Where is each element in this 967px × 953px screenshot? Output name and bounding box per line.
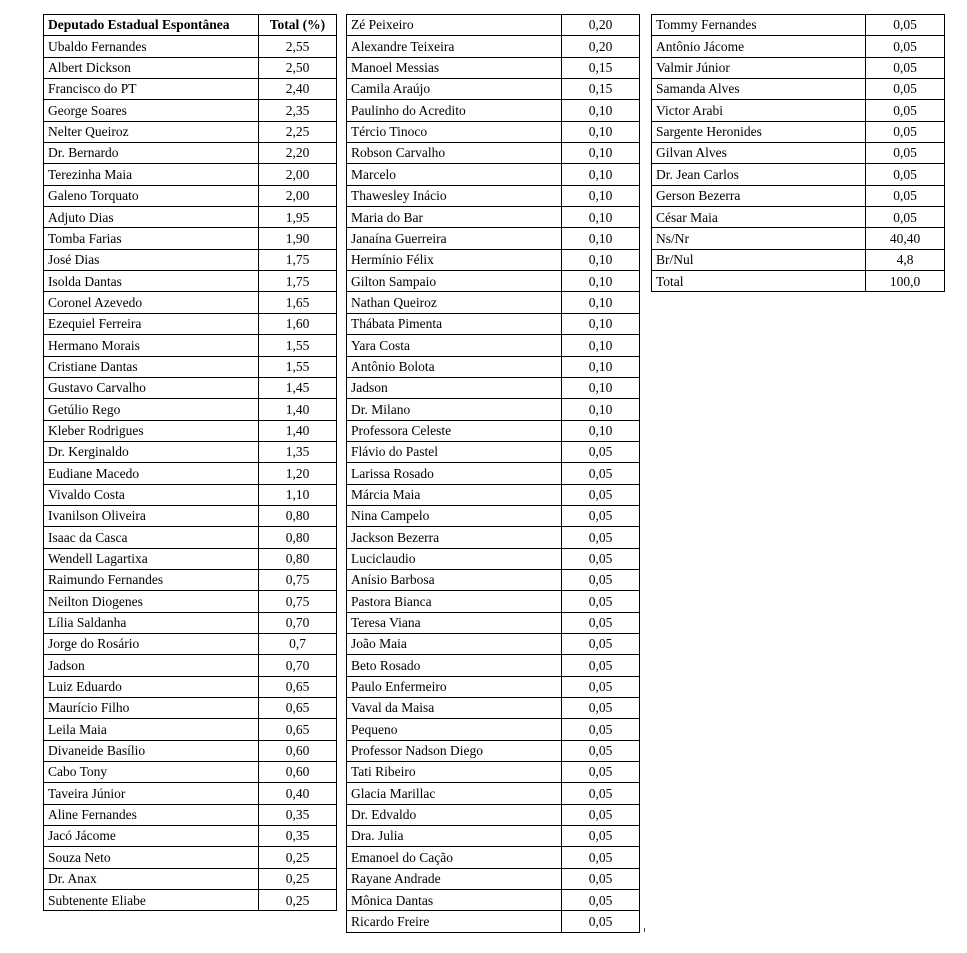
candidate-name: Nina Campelo xyxy=(347,505,562,526)
candidate-name: Camila Araújo xyxy=(347,79,562,100)
candidate-total: 40,40 xyxy=(866,228,945,249)
candidate-total: 0,05 xyxy=(562,441,640,462)
candidate-name: George Soares xyxy=(44,100,259,121)
candidate-total: 1,65 xyxy=(259,292,337,313)
candidate-total: 0,05 xyxy=(866,15,945,36)
table-row xyxy=(347,463,640,484)
candidate-name: Getúlio Rego xyxy=(44,399,259,420)
table-row xyxy=(44,100,337,121)
table-row xyxy=(347,164,640,185)
table-row xyxy=(347,271,640,292)
table-row xyxy=(44,79,337,100)
candidate-total: 0,05 xyxy=(562,591,640,612)
table-row xyxy=(44,484,337,505)
candidate-total: 0,05 xyxy=(562,548,640,569)
table-row xyxy=(347,484,640,505)
candidate-name: Dr. Kerginaldo xyxy=(44,441,259,462)
candidate-total: 0,10 xyxy=(562,100,640,121)
table-row xyxy=(44,890,337,911)
candidate-total: 0,05 xyxy=(562,847,640,868)
candidate-total: 0,65 xyxy=(259,719,337,740)
table-row xyxy=(652,79,945,100)
candidate-total: 2,25 xyxy=(259,121,337,142)
results-table-2 xyxy=(346,14,640,933)
candidate-name: Emanoel do Cação xyxy=(347,847,562,868)
table-row xyxy=(652,15,945,36)
table-row xyxy=(347,911,640,932)
table-row xyxy=(347,505,640,526)
table-row xyxy=(347,79,640,100)
candidate-total: 0,10 xyxy=(562,164,640,185)
table-row xyxy=(44,505,337,526)
candidate-name: Jackson Bezerra xyxy=(347,527,562,548)
candidate-name: Victor Arabi xyxy=(652,100,866,121)
table-header-row xyxy=(44,15,337,36)
candidate-total: 0,05 xyxy=(562,484,640,505)
candidate-total: 0,25 xyxy=(259,847,337,868)
table-row xyxy=(652,271,945,292)
candidate-total: 0,05 xyxy=(562,740,640,761)
table-row xyxy=(44,185,337,206)
table-row xyxy=(347,548,640,569)
candidate-total: 2,55 xyxy=(259,36,337,57)
candidate-name: Luciclaudio xyxy=(347,548,562,569)
table-row xyxy=(44,463,337,484)
candidate-total: 0,35 xyxy=(259,804,337,825)
candidate-total: 0,10 xyxy=(562,377,640,398)
header-name: Deputado Estadual Espontânea xyxy=(44,15,259,36)
candidate-name: Dr. Jean Carlos xyxy=(652,164,866,185)
table-row xyxy=(44,249,337,270)
candidate-name: Samanda Alves xyxy=(652,79,866,100)
candidate-name: Manoel Messias xyxy=(347,57,562,78)
candidate-total: 100,0 xyxy=(866,271,945,292)
candidate-total: 1,55 xyxy=(259,356,337,377)
candidate-total: 2,20 xyxy=(259,143,337,164)
table-row xyxy=(347,228,640,249)
candidate-total: 0,15 xyxy=(562,79,640,100)
candidate-total: 0,05 xyxy=(562,655,640,676)
table-row xyxy=(347,719,640,740)
candidate-name: Dr. Bernardo xyxy=(44,143,259,164)
candidate-name: Lília Saldanha xyxy=(44,612,259,633)
candidate-name: Robson Carvalho xyxy=(347,143,562,164)
table-row xyxy=(44,228,337,249)
candidate-name: Leila Maia xyxy=(44,719,259,740)
candidate-total: 0,10 xyxy=(562,121,640,142)
candidate-name: Hermínio Félix xyxy=(347,249,562,270)
candidate-name: Zé Peixeiro xyxy=(347,15,562,36)
table-row xyxy=(44,420,337,441)
candidate-name: Isolda Dantas xyxy=(44,271,259,292)
table-row xyxy=(347,762,640,783)
candidate-name: Thawesley Inácio xyxy=(347,185,562,206)
table-row xyxy=(347,207,640,228)
candidate-name: Kleber Rodrigues xyxy=(44,420,259,441)
candidate-total: 0,10 xyxy=(562,143,640,164)
candidate-total: 0,05 xyxy=(562,804,640,825)
table-row xyxy=(44,591,337,612)
candidate-name: Anísio Barbosa xyxy=(347,569,562,590)
candidate-total: 0,05 xyxy=(562,463,640,484)
candidate-total: 0,10 xyxy=(562,399,640,420)
candidate-total: 1,10 xyxy=(259,484,337,505)
candidate-name: Professora Celeste xyxy=(347,420,562,441)
candidate-name: Maria do Bar xyxy=(347,207,562,228)
candidate-name: Albert Dickson xyxy=(44,57,259,78)
candidate-name: Gerson Bezerra xyxy=(652,185,866,206)
candidate-total: 0,25 xyxy=(259,890,337,911)
candidate-name: Jacó Jácome xyxy=(44,826,259,847)
candidate-name: Professor Nadson Diego xyxy=(347,740,562,761)
table-row xyxy=(347,740,640,761)
candidate-name: João Maia xyxy=(347,633,562,654)
table-row xyxy=(347,804,640,825)
table-row xyxy=(347,890,640,911)
candidate-total: 0,05 xyxy=(562,569,640,590)
candidate-total: 0,25 xyxy=(259,868,337,889)
candidate-name: Divaneide Basílio xyxy=(44,740,259,761)
table-row xyxy=(652,185,945,206)
table-row xyxy=(347,185,640,206)
table-row xyxy=(44,868,337,889)
table-row xyxy=(347,420,640,441)
candidate-total: 0,05 xyxy=(866,79,945,100)
candidate-name: Glacia Marillac xyxy=(347,783,562,804)
candidate-total: 0,05 xyxy=(866,143,945,164)
candidate-total: 0,10 xyxy=(562,249,640,270)
table-row xyxy=(347,335,640,356)
candidate-name: Ivanilson Oliveira xyxy=(44,505,259,526)
table-row xyxy=(347,441,640,462)
candidate-total: 2,50 xyxy=(259,57,337,78)
candidate-name: Alexandre Teixeira xyxy=(347,36,562,57)
candidate-name: Pastora Bianca xyxy=(347,591,562,612)
candidate-total: 0,05 xyxy=(866,57,945,78)
candidate-total: 1,55 xyxy=(259,335,337,356)
table-row xyxy=(652,207,945,228)
table-row xyxy=(44,121,337,142)
candidate-total: 0,75 xyxy=(259,569,337,590)
table-row xyxy=(347,868,640,889)
candidate-name: Paulo Enfermeiro xyxy=(347,676,562,697)
table-row xyxy=(652,57,945,78)
table-row xyxy=(347,57,640,78)
table-row xyxy=(44,762,337,783)
candidate-name: Total xyxy=(652,271,866,292)
candidate-name: Dr. Anax xyxy=(44,868,259,889)
candidate-name: Francisco do PT xyxy=(44,79,259,100)
table-row xyxy=(44,783,337,804)
table-row xyxy=(652,228,945,249)
candidate-total: 1,20 xyxy=(259,463,337,484)
table-row xyxy=(44,335,337,356)
candidate-name: Maurício Filho xyxy=(44,698,259,719)
candidate-name: Ezequiel Ferreira xyxy=(44,313,259,334)
table-row xyxy=(347,36,640,57)
candidate-total: 0,05 xyxy=(562,719,640,740)
candidate-total: 1,35 xyxy=(259,441,337,462)
candidate-name: Ricardo Freire xyxy=(347,911,562,932)
table-row xyxy=(44,633,337,654)
candidate-total: 0,60 xyxy=(259,762,337,783)
table-row xyxy=(44,207,337,228)
candidate-name: Galeno Torquato xyxy=(44,185,259,206)
candidate-total: 0,05 xyxy=(562,762,640,783)
candidate-total: 0,75 xyxy=(259,591,337,612)
candidate-total: 1,90 xyxy=(259,228,337,249)
candidate-total: 0,40 xyxy=(259,783,337,804)
table-row xyxy=(347,847,640,868)
table-row xyxy=(44,527,337,548)
table-row xyxy=(347,527,640,548)
table-row xyxy=(44,719,337,740)
candidate-total: 0,20 xyxy=(562,36,640,57)
candidate-total: 0,05 xyxy=(562,868,640,889)
candidate-name: Tommy Fernandes xyxy=(652,15,866,36)
candidate-name: Cabo Tony xyxy=(44,762,259,783)
table-row xyxy=(347,655,640,676)
candidate-total: 0,10 xyxy=(562,185,640,206)
candidate-name: Valmir Júnior xyxy=(652,57,866,78)
candidate-name: Rayane Andrade xyxy=(347,868,562,889)
table-row xyxy=(44,57,337,78)
candidate-name: Márcia Maia xyxy=(347,484,562,505)
table-row xyxy=(347,100,640,121)
table-row xyxy=(347,783,640,804)
candidate-name: Adjuto Dias xyxy=(44,207,259,228)
table-row xyxy=(347,826,640,847)
table-row xyxy=(347,591,640,612)
candidate-total: 0,65 xyxy=(259,676,337,697)
table-row xyxy=(44,847,337,868)
candidate-name: Cristiane Dantas xyxy=(44,356,259,377)
candidate-name: Mônica Dantas xyxy=(347,890,562,911)
candidate-name: Ns/Nr xyxy=(652,228,866,249)
table-row xyxy=(44,569,337,590)
candidate-name: Gilton Sampaio xyxy=(347,271,562,292)
table-row xyxy=(652,164,945,185)
candidate-total: 0,10 xyxy=(562,228,640,249)
candidate-name: Tati Ribeiro xyxy=(347,762,562,783)
candidate-name: Aline Fernandes xyxy=(44,804,259,825)
table-row xyxy=(44,676,337,697)
candidate-name: Tércio Tinoco xyxy=(347,121,562,142)
candidate-name: Dr. Edvaldo xyxy=(347,804,562,825)
candidate-total: 0,80 xyxy=(259,548,337,569)
table-row xyxy=(347,676,640,697)
candidate-total: 2,00 xyxy=(259,164,337,185)
candidate-name: Marcelo xyxy=(347,164,562,185)
candidate-total: 0,10 xyxy=(562,356,640,377)
candidate-total: 0,05 xyxy=(866,36,945,57)
table-row xyxy=(44,36,337,57)
candidate-total: 0,05 xyxy=(562,890,640,911)
candidate-total: 0,05 xyxy=(562,633,640,654)
candidate-total: 1,75 xyxy=(259,271,337,292)
table-row xyxy=(347,633,640,654)
candidate-name: Jadson xyxy=(44,655,259,676)
candidate-total: 1,45 xyxy=(259,377,337,398)
table-row xyxy=(44,441,337,462)
table-row xyxy=(347,121,640,142)
candidate-total: 0,10 xyxy=(562,335,640,356)
candidate-name: Vivaldo Costa xyxy=(44,484,259,505)
table-row xyxy=(44,356,337,377)
candidate-name: Sargente Heronides xyxy=(652,121,866,142)
candidate-total: 0,7 xyxy=(259,633,337,654)
table-row xyxy=(44,826,337,847)
candidate-name: Larissa Rosado xyxy=(347,463,562,484)
table-row xyxy=(44,548,337,569)
table-row xyxy=(347,698,640,719)
candidate-total: 0,65 xyxy=(259,698,337,719)
candidate-total: 0,10 xyxy=(562,313,640,334)
candidate-name: Gustavo Carvalho xyxy=(44,377,259,398)
table-row xyxy=(652,100,945,121)
table-row xyxy=(652,249,945,270)
table-row xyxy=(44,313,337,334)
candidate-total: 0,05 xyxy=(866,121,945,142)
candidate-name: Isaac da Casca xyxy=(44,527,259,548)
table-row xyxy=(347,143,640,164)
table-row xyxy=(652,36,945,57)
candidate-name: Ubaldo Fernandes xyxy=(44,36,259,57)
table-row xyxy=(44,804,337,825)
candidate-name: Vaval da Maisa xyxy=(347,698,562,719)
candidate-total: 0,10 xyxy=(562,420,640,441)
candidate-name: Janaína Guerreira xyxy=(347,228,562,249)
candidate-total: 0,05 xyxy=(562,911,640,932)
candidate-name: Eudiane Macedo xyxy=(44,463,259,484)
candidate-name: Paulinho do Acredito xyxy=(347,100,562,121)
candidate-name: Teresa Viana xyxy=(347,612,562,633)
candidate-total: 0,05 xyxy=(562,676,640,697)
candidate-total: 1,75 xyxy=(259,249,337,270)
candidate-name: Luiz Eduardo xyxy=(44,676,259,697)
candidate-name: César Maia xyxy=(652,207,866,228)
candidate-total: 0,05 xyxy=(562,698,640,719)
candidate-total: 0,60 xyxy=(259,740,337,761)
candidate-name: Antônio Jácome xyxy=(652,36,866,57)
table-row xyxy=(347,399,640,420)
candidate-total: 0,20 xyxy=(562,15,640,36)
candidate-total: 1,40 xyxy=(259,399,337,420)
candidate-name: Beto Rosado xyxy=(347,655,562,676)
table-row xyxy=(347,15,640,36)
candidate-total: 0,10 xyxy=(562,207,640,228)
candidate-name: Jadson xyxy=(347,377,562,398)
candidate-total: 0,70 xyxy=(259,655,337,676)
candidate-total: 0,10 xyxy=(562,292,640,313)
candidate-total: 0,05 xyxy=(866,185,945,206)
candidate-total: 2,00 xyxy=(259,185,337,206)
table-row xyxy=(44,612,337,633)
candidate-name: Coronel Azevedo xyxy=(44,292,259,313)
candidate-name: Gilvan Alves xyxy=(652,143,866,164)
candidate-total: 0,10 xyxy=(562,271,640,292)
candidate-total: 0,05 xyxy=(562,527,640,548)
candidate-total: 0,05 xyxy=(866,100,945,121)
candidate-total: 1,95 xyxy=(259,207,337,228)
table-row xyxy=(347,292,640,313)
candidate-name: Jorge do Rosário xyxy=(44,633,259,654)
table-row xyxy=(44,271,337,292)
candidate-name: Antônio Bolota xyxy=(347,356,562,377)
candidate-name: Tomba Farias xyxy=(44,228,259,249)
scan-mark xyxy=(644,928,645,932)
table-row xyxy=(347,569,640,590)
candidate-total: 0,35 xyxy=(259,826,337,847)
results-table-1 xyxy=(43,14,337,911)
candidate-total: 4,8 xyxy=(866,249,945,270)
candidate-name: José Dias xyxy=(44,249,259,270)
candidate-total: 1,40 xyxy=(259,420,337,441)
candidate-total: 0,80 xyxy=(259,527,337,548)
candidate-name: Subtenente Eliabe xyxy=(44,890,259,911)
candidate-total: 1,60 xyxy=(259,313,337,334)
candidate-name: Wendell Lagartixa xyxy=(44,548,259,569)
table-row xyxy=(347,249,640,270)
table-row xyxy=(347,313,640,334)
candidate-name: Dr. Milano xyxy=(347,399,562,420)
candidate-total: 0,80 xyxy=(259,505,337,526)
table-row xyxy=(44,164,337,185)
candidate-total: 2,35 xyxy=(259,100,337,121)
table-row xyxy=(44,399,337,420)
candidate-total: 0,15 xyxy=(562,57,640,78)
candidate-total: 0,05 xyxy=(866,164,945,185)
table-row xyxy=(652,143,945,164)
table-row xyxy=(44,740,337,761)
candidate-name: Raimundo Fernandes xyxy=(44,569,259,590)
candidate-total: 0,05 xyxy=(562,505,640,526)
candidate-name: Thábata Pimenta xyxy=(347,313,562,334)
table-row xyxy=(347,377,640,398)
table-row xyxy=(347,356,640,377)
table-row xyxy=(44,292,337,313)
candidate-name: Flávio do Pastel xyxy=(347,441,562,462)
candidate-name: Nelter Queiroz xyxy=(44,121,259,142)
candidate-total: 0,05 xyxy=(562,826,640,847)
candidate-name: Taveira Júnior xyxy=(44,783,259,804)
candidate-name: Br/Nul xyxy=(652,249,866,270)
results-table-3 xyxy=(651,14,945,292)
candidate-name: Yara Costa xyxy=(347,335,562,356)
candidate-name: Souza Neto xyxy=(44,847,259,868)
candidate-total: 2,40 xyxy=(259,79,337,100)
table-row xyxy=(44,655,337,676)
candidate-name: Nathan Queiroz xyxy=(347,292,562,313)
candidate-total: 0,05 xyxy=(562,783,640,804)
table-row xyxy=(44,143,337,164)
table-row xyxy=(347,612,640,633)
candidate-total: 0,70 xyxy=(259,612,337,633)
candidate-total: 0,05 xyxy=(562,612,640,633)
table-row xyxy=(44,698,337,719)
candidate-total: 0,05 xyxy=(866,207,945,228)
candidate-name: Terezinha Maia xyxy=(44,164,259,185)
candidate-name: Neilton Diogenes xyxy=(44,591,259,612)
candidate-name: Dra. Julia xyxy=(347,826,562,847)
table-row xyxy=(44,377,337,398)
header-total: Total (%) xyxy=(259,15,337,36)
candidate-name: Hermano Morais xyxy=(44,335,259,356)
candidate-name: Pequeno xyxy=(347,719,562,740)
table-row xyxy=(652,121,945,142)
